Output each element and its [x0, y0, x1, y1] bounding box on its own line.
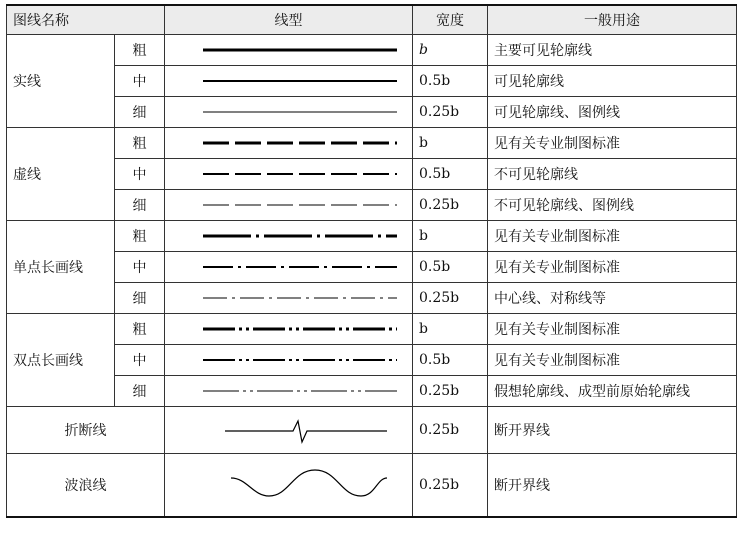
- table-row: [7, 345, 737, 376]
- weight-cell: 细: [115, 376, 165, 407]
- width-cell: b: [413, 128, 488, 159]
- usage-cell: 可见轮廓线: [488, 66, 737, 97]
- group-name: 双点长画线: [7, 314, 115, 407]
- table-row: [7, 128, 737, 159]
- line-sample-dashed-medium: [165, 159, 413, 190]
- table-header-row: [7, 5, 737, 35]
- usage-cell: 不可见轮廓线、图例线: [488, 190, 737, 221]
- width-cell: 0.25b: [413, 407, 488, 454]
- width-cell: 0.25b: [413, 376, 488, 407]
- weight-cell: 细: [115, 190, 165, 221]
- line-sample-solid-thin: [165, 97, 413, 128]
- width-cell: b: [413, 35, 488, 66]
- width-cell: 0.25b: [413, 190, 488, 221]
- line-sample-dashed-thick: [165, 128, 413, 159]
- width-cell: 0.5b: [413, 159, 488, 190]
- table-row: [7, 283, 737, 314]
- usage-cell: 见有关专业制图标准: [488, 252, 737, 283]
- width-cell: b: [413, 221, 488, 252]
- header-name: 图线名称: [7, 5, 165, 35]
- width-cell: 0.25b: [413, 97, 488, 128]
- weight-cell: 细: [115, 283, 165, 314]
- width-cell: 0.5b: [413, 345, 488, 376]
- table-row: [7, 190, 737, 221]
- usage-cell: 断开界线: [488, 407, 737, 454]
- table-row: [7, 376, 737, 407]
- usage-cell: 见有关专业制图标准: [488, 128, 737, 159]
- usage-cell: 见有关专业制图标准: [488, 221, 737, 252]
- line-sample-double-chain-medium: [165, 345, 413, 376]
- width-cell: 0.5b: [413, 66, 488, 97]
- usage-cell: 不可见轮廓线: [488, 159, 737, 190]
- line-type-table: [6, 4, 737, 518]
- width-cell: 0.25b: [413, 454, 488, 518]
- group-name: 实线: [7, 35, 115, 128]
- line-sample-solid-thick: [165, 35, 413, 66]
- weight-cell: 粗: [115, 128, 165, 159]
- table-row: [7, 407, 737, 454]
- usage-cell: 主要可见轮廓线: [488, 35, 737, 66]
- line-sample-double-chain-thin: [165, 376, 413, 407]
- single-name: 波浪线: [7, 454, 165, 518]
- single-name: 折断线: [7, 407, 165, 454]
- usage-cell: 假想轮廓线、成型前原始轮廓线: [488, 376, 737, 407]
- weight-cell: 中: [115, 66, 165, 97]
- weight-cell: 粗: [115, 35, 165, 66]
- table-row: [7, 314, 737, 345]
- weight-cell: 粗: [115, 221, 165, 252]
- weight-cell: 粗: [115, 314, 165, 345]
- usage-cell: 中心线、对称线等: [488, 283, 737, 314]
- group-name: 虚线: [7, 128, 115, 221]
- table-row: [7, 454, 737, 518]
- table-row: [7, 66, 737, 97]
- table-row: [7, 35, 737, 66]
- header-type: 线型: [165, 5, 413, 35]
- line-sample-double-chain-thick: [165, 314, 413, 345]
- line-sample-chain-thick: [165, 221, 413, 252]
- table-row: [7, 159, 737, 190]
- line-sample-chain-medium: [165, 252, 413, 283]
- weight-cell: 中: [115, 159, 165, 190]
- usage-cell: 见有关专业制图标准: [488, 345, 737, 376]
- weight-cell: 细: [115, 97, 165, 128]
- header-usage: 一般用途: [488, 5, 737, 35]
- width-cell: b: [413, 314, 488, 345]
- table-row: [7, 221, 737, 252]
- line-sample-dashed-thin: [165, 190, 413, 221]
- table-row: [7, 252, 737, 283]
- line-sample-solid-medium: [165, 66, 413, 97]
- table-row: [7, 97, 737, 128]
- width-cell: 0.5b: [413, 252, 488, 283]
- weight-cell: 中: [115, 345, 165, 376]
- line-sample-wave: [165, 454, 413, 518]
- line-sample-chain-thin: [165, 283, 413, 314]
- width-cell: 0.25b: [413, 283, 488, 314]
- weight-cell: 中: [115, 252, 165, 283]
- header-width: 宽度: [413, 5, 488, 35]
- line-sample-break: [165, 407, 413, 454]
- usage-cell: 见有关专业制图标准: [488, 314, 737, 345]
- usage-cell: 可见轮廓线、图例线: [488, 97, 737, 128]
- group-name: 单点长画线: [7, 221, 115, 314]
- usage-cell: 断开界线: [488, 454, 737, 518]
